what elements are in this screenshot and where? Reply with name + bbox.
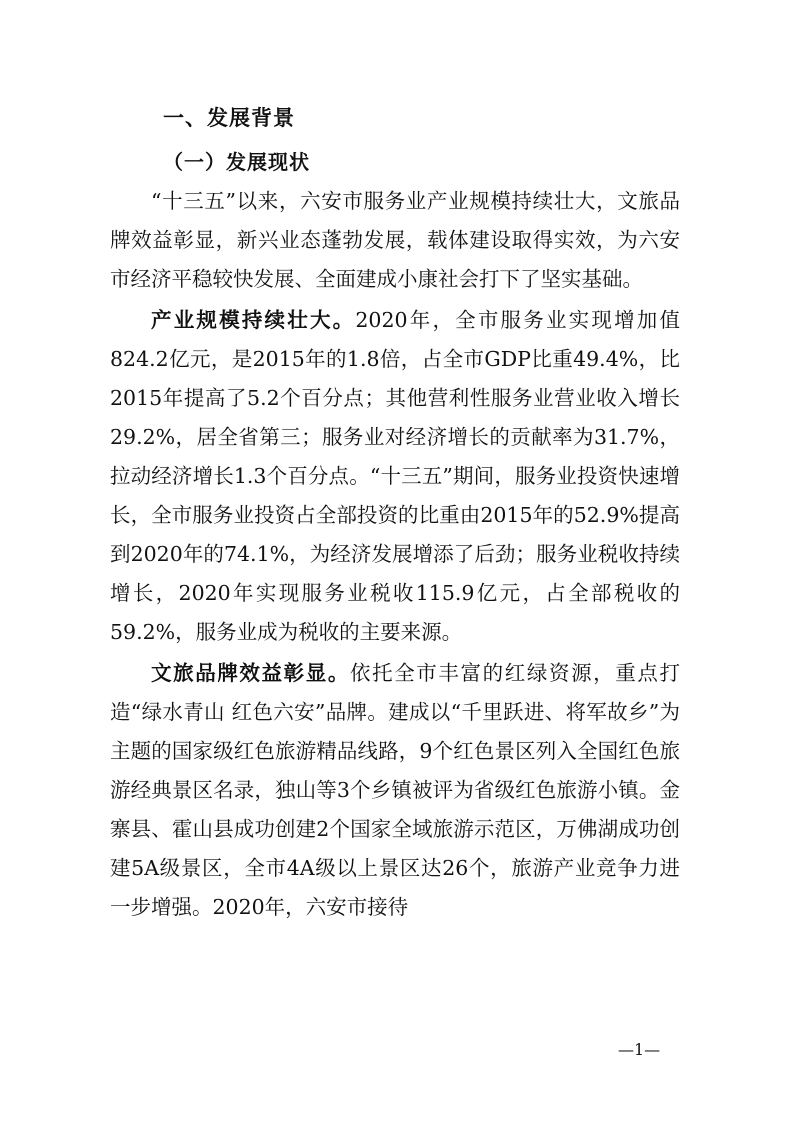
paragraph-lead: 产业规模持续壮大。 <box>151 308 356 332</box>
paragraph-text: “十三五”以来，六安市服务业产业规模持续壮大，文旅品牌效益彰显，新兴业态蓬勃发展，载体建设取得实效，为六安市经济平稳较快发展、全面建成小康社会打下了坚实基础。 <box>110 189 680 291</box>
body-text <box>110 182 680 929</box>
page-number: —1— <box>618 1040 661 1059</box>
paragraph-industry-scale <box>110 301 680 652</box>
paragraph-text: 2020年，全市服务业实现增加值824.2亿元，是2015年的1.8倍，占全市GDP比重49.4%，比2015年提高了5.2个百分点；其他营利性服务业营业收入增长29.2%，居全省第三；服务业对经济增长的贡献率为31.7%，拉动经济增长1.3个百分点。“十三五”期间，服务业投资快速增长，全市服务业投资占全部投资的比重由2015年的52.9%提高到2020年的74.1%，为经济发展增添了后劲；服务业税收持续增长，2020年实现服务业税收115.9亿元，占全部税收的59.2%，服务业成为税收的主要来源。 <box>110 308 681 644</box>
paragraph-lead: 文旅品牌效益彰显。 <box>151 661 350 685</box>
paragraph-text: 依托全市丰富的红绿资源，重点打造“绿水青山 红色六安”品牌。建成以“千里跃进、将军故乡”为主题的国家级红色旅游精品线路，9个红色景区列入全国红色旅游经典景区名录，独山等3个乡镇被评为省级红色旅游小镇。金寨县、霍山县成功创建2个国家全域旅游示范区，万佛湖成功创建5A级景区，全市4A级以上景区达26个，旅游产业竞争力进一步增强。2020年，六安市接待 <box>110 661 681 919</box>
paragraph-culture-tourism <box>110 654 680 927</box>
section-heading: 一、发展背景 <box>163 106 295 130</box>
subsection-heading: （一）发展现状 <box>163 150 310 174</box>
paragraph-intro <box>110 182 680 299</box>
